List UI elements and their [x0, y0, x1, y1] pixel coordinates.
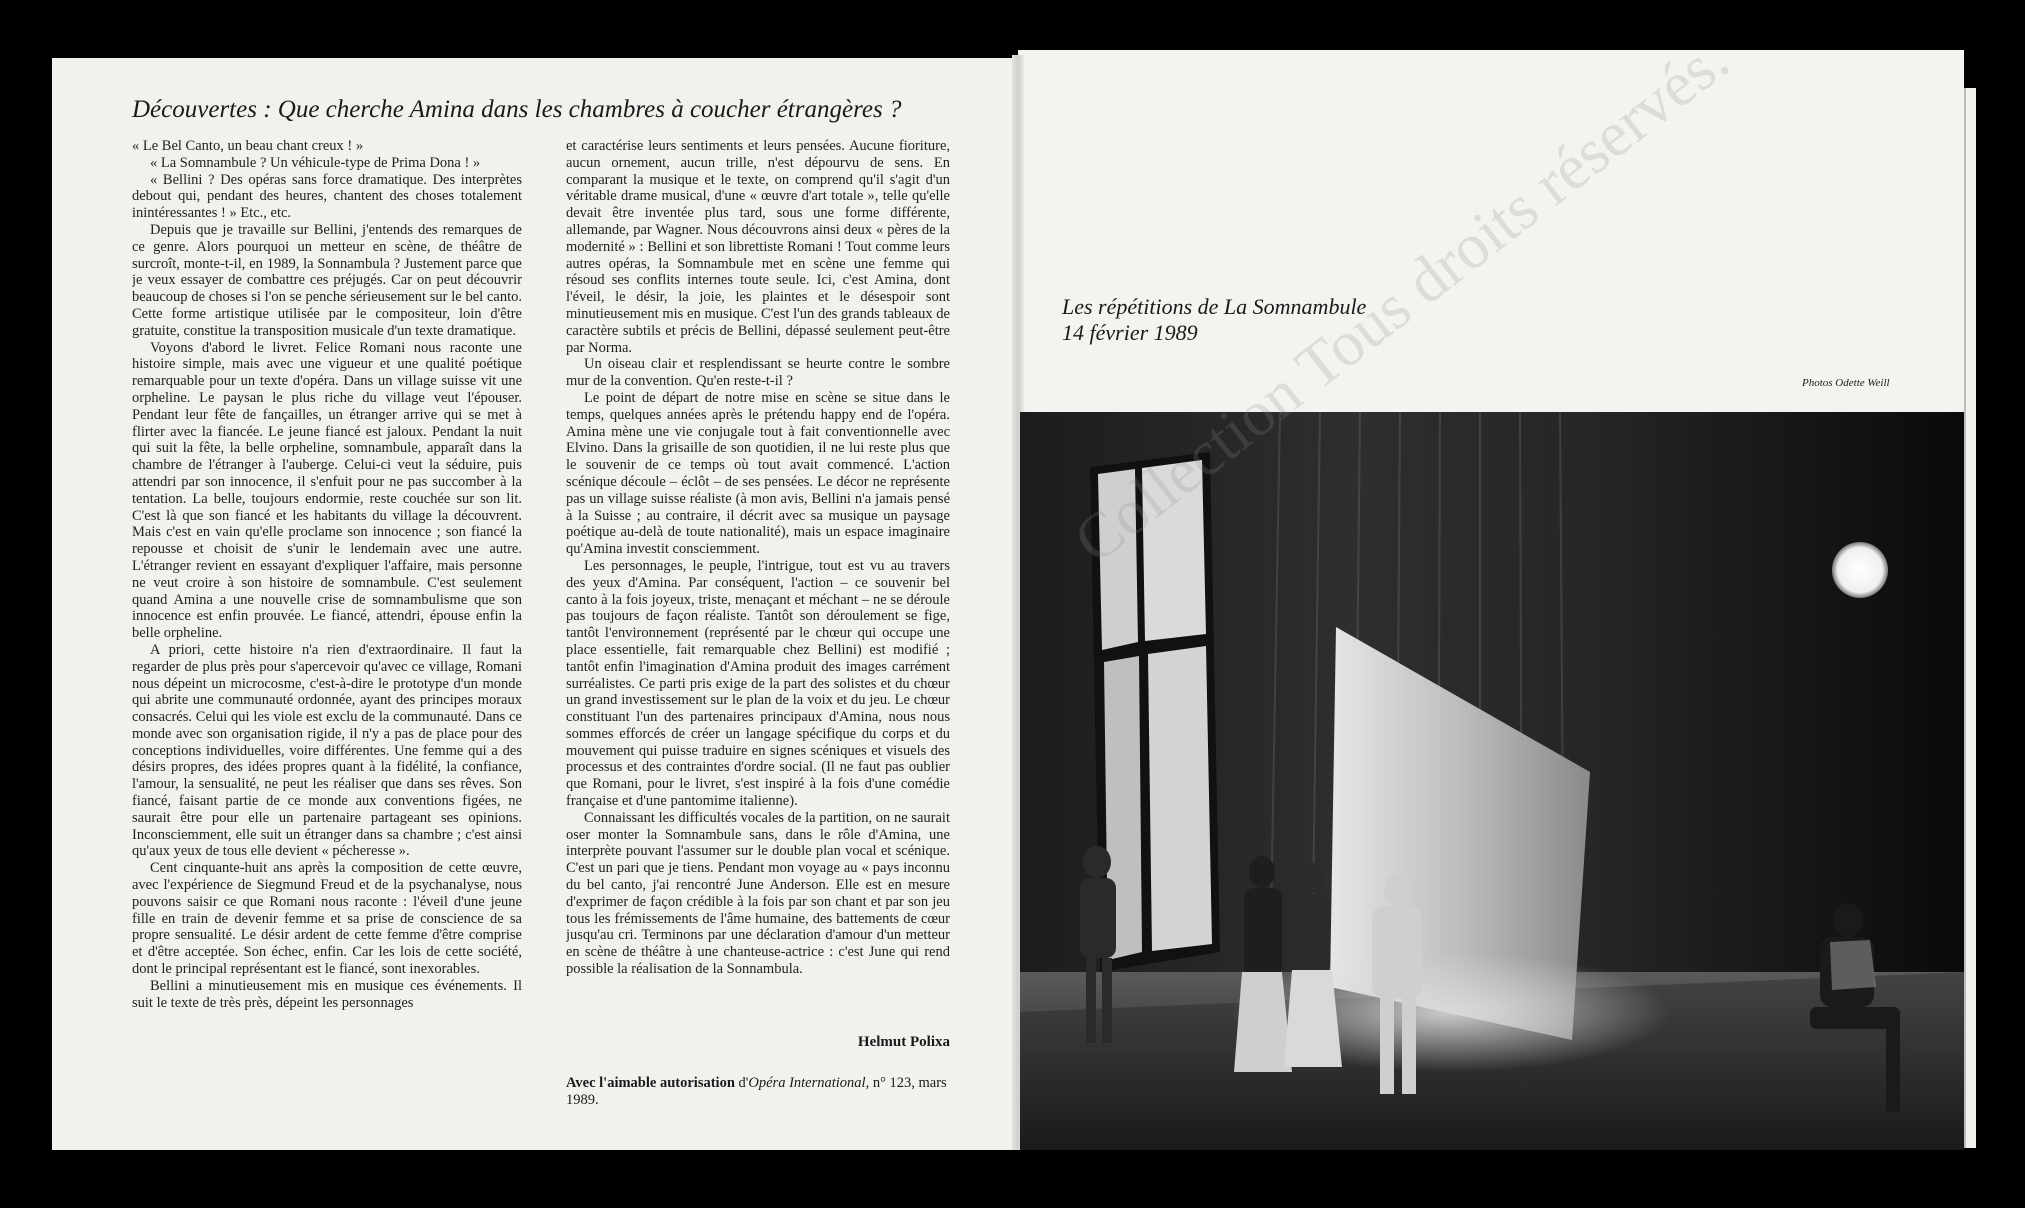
credit-publication: Opéra International	[748, 1075, 866, 1091]
paragraph: Le point de départ de notre mise en scène se situe dans le temps, quelques années après le prétendu happy end de l'opéra. Amina mène une vie conjugale tout à fait conventionnelle avec Elvino. Dans la grisaille de son quotidien, il ne lui reste plus que le souvenir de ce temps où tout avait commencé. L'action scénique découle – éclôt – de ses pensées. Le décor ne représente pas un village suisse réaliste (à mon avis, Bellini n'a jamais pensé à la Suisse ; au contraire, il décrit avec sa musique un paysage poétique au-delà de toute nationalité), mais un espace imaginaire qu'Amina investit consciemment.	[566, 389, 950, 558]
paragraph: Les personnages, le peuple, l'intrigue, tout est vu au travers des yeux d'Amina. Par conséquent, l'action – ce souvenir bel canto à la fois joyeux, triste, menaçant et méchant – ne se déroule pas toujours de façon réaliste. Tantôt son déroulement se fige, tantôt l'environnement (représenté par le chœur qui occupe une place essentielle, fait remarquable chez Bellini) est modifié ; tantôt enfin l'imagination d'Amina produit des images carrément surréalistes. Ce parti pris exige de la part des solistes et du chœur un grand investissement sur le plan de la voix et du jeu. Le chœur constituant l'un des partenaires principaux d'Amina, nous nous sommes efforcés de créer un langage spécifique du corps et du mouvement qui puisse traduire en signes scéniques et visuels des processus et des contraintes d'ordre social. (Il ne faut pas oublier que Romani, pour le livret, s'est inspiré à la fois d'une comédie française et d'une pantomime italienne).	[566, 557, 950, 810]
page-edge	[1964, 88, 1976, 1148]
credit-bold: Avec l'aimable autorisation	[566, 1075, 735, 1091]
paragraph: Bellini a minutieusement mis en musique ces événements. Il suit le texte de très près, dépeint les personnages	[132, 977, 522, 1011]
paragraph: « La Somnambule ? Un véhicule-type de Prima Dona ! »	[150, 154, 481, 171]
photo-credit: Photos Odette Weill	[1802, 377, 1890, 389]
paragraph: et caractérise leurs sentiments et leurs pensées. Aucune fioriture, aucun ornement, aucun trille, n'est dépourvu de sens. En comparant la musique et le texte, on comprend qu'il s'agit d'un véritable drame musical, d'une « œuvre d'art totale », telle qu'elle devait être inventée plus tard, sous une forme différente, allemande, par Wagner. Nous découvrons ainsi deux « pères de la modernité » : Bellini et son librettiste Romani ! Tout comme leurs autres opéras, la Somnambule met en scène une femme qui résoud ses conflits internes toute seule. Ici, c'est Amina, dont l'éveil, le désir, la joie, les plaintes et le désespoir sont minutieusement mis en musique. C'est l'un des grands tableaux de caractère subtils et précis de Bellini, dépassé seulement peut-être par Norma.	[566, 138, 950, 356]
watermark-faded: Collection	[1060, 356, 1315, 577]
paragraph: « Bellini ? Des opéras sans force dramatique. Des interprètes debout qui, pendant des heures, chantent des choses totalement inintéressantes ! » Etc., etc.	[132, 171, 522, 222]
article-heading: Découvertes : Que cherche Amina dans les chambres à coucher étrangères ?	[132, 96, 902, 123]
paragraph: A priori, cette histoire n'a rien d'extraordinaire. Il faut la regarder de plus près pour s'apercevoir qu'avec ce village, Romani nous dépeint un microcosme, c'est-à-dire le prototype d'un monde qui abrite une communauté ordonnée, ayant des principes moraux consacrés. Celui qui les viole est exclu de la communauté. Dans ce monde avec son organisation rigide, il n'y a pas de place pour des conceptions individuelles, voire différentes. Une femme qui a des désirs propres, des idées propres quant à la fidélité, la confiance, l'amour, la sensualité, ne peut les réaliser que dans ses rêves. Son fiancé, faisant partie de ce monde aux conventions figées, ne saurait être pour elle un partenaire partageant ses opinions. Inconsciemment, elle suit un étranger dans sa chambre ; c'est ainsi qu'aux yeux de tous elle devient « pécheresse ».	[132, 641, 522, 860]
paragraph: « Le Bel Canto, un beau chant creux ! »	[132, 138, 364, 154]
caption-title: Les répétitions de La Somnambule	[1062, 294, 1367, 319]
article-column-1	[132, 138, 522, 1120]
paragraph: Connaissant les difficultés vocales de la partition, on ne saurait oser monter la Somnambule sans, dans le rôle d'Amina, une interprète pouvant l'assumer sur le double plan vocal et scénique. C'est un pari que je tiens. Pendant mon voyage au « pays inconnu du bel canto, j'ai rencontré June Anderson. Elle est en mesure d'exprimer de façon crédible à la fois par son chant et par son jeu tous les frémissements de l'âme humaine, des battements de cœur jusqu'au cri. Terminons par une déclaration d'amour d'un metteur en scène de théâtre à une chanteuse-actrice : c'est June qui rend possible la réalisation de la Sonnambula.	[566, 809, 950, 978]
caption-date: 14 février 1989	[1062, 320, 1198, 345]
article-column-2	[566, 138, 950, 1036]
watermark-text: Tous droits réservés.	[1282, 23, 1742, 404]
author-signature: Helmut Polixa	[857, 1034, 950, 1050]
source-credit	[566, 1075, 966, 1109]
paragraph: Cent cinquante-huit ans après la composition de cette œuvre, avec l'expérience de Siegmund Freud et de la psychanalyse, nous pouvons saisir ce que Romani nous raconte : l'éveil d'une jeune fille en train de devenir femme et sa prise de conscience de sa propre sensualité. Le désir ardent de cette femme d'être comprise et d'être acceptée. Son échec, enfin. Car les lois de cette société, dont le principal représentant est le fiancé, sont inexorables.	[132, 860, 522, 978]
paragraph: Depuis que je travaille sur Bellini, j'entends des remarques de ce genre. Alors pourquoi un metteur en scène, de théâtre de surcroît, monte-t-il, en 1989, la Sonnambula ? Justement parce que je veux essayer de combattre ces préjugés. Car on peut découvrir beaucoup de choses si l'on se penche sérieusement sur le bel canto. Cette forme artistique utilisée par le compositeur, loin d'être gratuite, constitue la transposition musicale d'un texte dramatique.	[132, 221, 522, 339]
paragraph: Voyons d'abord le livret. Felice Romani nous raconte une histoire simple, mais avec une vigueur et une qualité poétique remarquable pour un texte d'opéra. Dans un village suisse vit une orpheline. Le paysan le plus riche du village veut l'épouser. Pendant leur fête de fançailles, un étranger arrive qui se met à flirter avec la fiancée. Le jeune fiancé est jaloux. Pendant la nuit qui suit la fête, la belle orpheline, somnambule, apparaît dans la chambre de l'étranger à l'auberge. Celui-ci veut la séduire, puis attendri par son innocence, il s'enfuit pour ne pas succomber à la tentation. La belle, toujours endormie, reste couchée sur son lit. C'est là que son fiancé et les habitants du village la découvrent. Mais c'est en vain qu'elle proclame son innocence ; son fiancé la repousse et choisit de s'unir le lendemain avec une autre. L'étranger revient en essayant d'expliquer l'affaire, mais personne ne veut croire à son histoire de somnambule. C'est seulement quand Amina a une nouvelle crise de somnambulisme que son innocence est enfin prouvée. Le fiancé, attendri, épouse enfin la belle orpheline.	[132, 339, 522, 642]
paragraph: Un oiseau clair et resplendissant se heurte contre le sombre mur de la convention. Qu'en reste-t-il ?	[566, 356, 950, 390]
credit-normal: d'	[734, 1075, 749, 1091]
credit-issue: , n° 123, mars 1989.	[566, 1075, 947, 1108]
